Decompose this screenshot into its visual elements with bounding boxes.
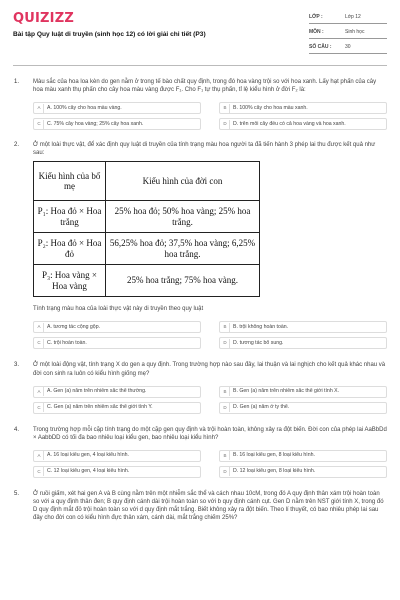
meta-value: Sinh học <box>345 29 365 36</box>
question-number: 4. <box>14 426 20 433</box>
table-cell: P₁: Hoa đỏ × Hoa trắng <box>34 201 106 233</box>
question-4 <box>13 426 387 478</box>
option-c[interactable] <box>33 337 201 349</box>
worksheet-title: Bài tập Quy luật di truyền (sinh học 12) có lời giải chi tiết (P3) <box>13 31 206 38</box>
option-text: A. tương tác cộng gộp. <box>47 323 101 330</box>
option-letter: C <box>35 120 44 129</box>
table-header-row <box>34 162 260 201</box>
table-row <box>34 233 260 265</box>
answer-options <box>33 450 387 478</box>
option-letter: A <box>35 104 44 113</box>
question-text: Màu sắc của hoa loa kèn do gen nằm ở trong tế bào chất quy định, trong đó hoa vàng trội so với hoa xanh. Lấy hạt phấn của cây hoa màu xanh thụ phấn cho cây hoa màu vàng được F₁. Cho F₁ tự thụ phấn, tỉ lệ kiểu hình ở đời F₂ là: <box>33 79 377 94</box>
answer-options <box>33 321 387 349</box>
question-number: 3. <box>14 362 20 369</box>
option-letter: B <box>221 387 230 396</box>
option-letter: D <box>221 120 230 129</box>
option-a[interactable] <box>33 386 201 398</box>
option-a[interactable] <box>33 450 201 462</box>
question-1 <box>13 78 387 130</box>
table-cell: P₂: Hoa đỏ × Hoa đỏ <box>34 233 106 265</box>
option-b[interactable] <box>219 450 387 462</box>
question-2 <box>13 141 387 349</box>
table-header: Kiểu hình của bố mẹ <box>34 162 106 201</box>
option-letter: B <box>221 451 230 460</box>
option-b[interactable] <box>219 102 387 114</box>
option-b[interactable] <box>219 321 387 333</box>
table-cell: 56,25% hoa đỏ; 37,5% hoa vàng; 6,25% hoa trắng. <box>106 233 260 265</box>
option-d[interactable] <box>219 118 387 130</box>
option-text: D. tương tác bổ sung. <box>233 339 284 346</box>
question-3 <box>13 361 387 413</box>
table-header: Kiểu hình của đời con <box>106 162 260 201</box>
option-text: C. 12 loại kiểu gen, 4 loại kiểu hình. <box>47 468 130 475</box>
option-text: D. 12 loại kiểu gen, 8 loại kiểu hình. <box>233 468 316 475</box>
option-letter: D <box>221 467 230 476</box>
option-text: B. 16 loại kiểu gen, 8 loại kiểu hình. <box>233 452 315 459</box>
option-a[interactable] <box>33 102 201 114</box>
question-text: Trong trường hợp mỗi cặp tính trạng do một cặp gen quy định và trội hoàn toàn, không xảy ra đột biến. Đời con của phép lai AaBbDd × AabbDD có tối đa bao nhiêu loại kiểu gen, bao nhiêu loại kiểu hình? <box>33 426 387 441</box>
question-number: 5. <box>14 490 20 497</box>
question-number: 2. <box>14 142 20 149</box>
meta-value: 30 <box>345 44 351 51</box>
option-c[interactable] <box>33 402 201 414</box>
meta-row-subject <box>309 27 387 39</box>
option-letter: A <box>35 451 44 460</box>
option-b[interactable] <box>219 386 387 398</box>
option-d[interactable] <box>219 466 387 478</box>
option-text: B. Gen (a) nằm trên nhiễm sắc thể giới tính X. <box>233 388 340 395</box>
option-text: C. trội hoàn toàn. <box>47 339 87 346</box>
question-5 <box>13 490 387 522</box>
option-text: A. 100% cây cho hoa màu vàng. <box>47 104 122 111</box>
table-cell: 25% hoa trắng; 75% hoa vàng. <box>106 265 260 297</box>
option-letter: D <box>221 403 230 412</box>
option-text: B. trội không hoàn toàn. <box>233 323 289 330</box>
answer-options <box>33 386 387 414</box>
meta-label: LỚP : <box>309 14 323 21</box>
table-cell: 25% hoa đỏ; 50% hoa vàng; 25% hoa trắng. <box>106 201 260 233</box>
meta-label: SỐ CÂU : <box>309 44 332 51</box>
option-letter: C <box>35 403 44 412</box>
meta-row-question-count <box>309 42 387 54</box>
option-text: C. Gen (a) nằm trên nhiễm sắc thể giới tính Y. <box>47 404 153 411</box>
option-letter: D <box>221 339 230 348</box>
question-number: 1. <box>14 79 20 85</box>
option-letter: A <box>35 387 44 396</box>
meta-row-class <box>309 12 387 24</box>
option-a[interactable] <box>33 321 201 333</box>
option-c[interactable] <box>33 118 201 130</box>
option-text: A. Gen (a) nằm trên nhiễm sắc thể thường. <box>47 388 147 395</box>
question-followup-text: Tính trạng màu hoa của loài thực vật này di truyền theo quy luật <box>33 306 204 313</box>
table-row <box>34 265 260 297</box>
genetics-table <box>33 161 260 297</box>
option-text: C. 75% cây hoa vàng; 25% cây hoa xanh. <box>47 120 144 127</box>
option-text: A. 16 loại kiểu gen, 4 loại kiểu hình. <box>47 452 129 459</box>
table-cell: P₃: Hoa vàng × Hoa vàng <box>34 265 106 297</box>
option-d[interactable] <box>219 337 387 349</box>
quizizz-logo: QUIZIZZ <box>13 11 74 26</box>
option-text: D. Gen (a) nằm ở ty thể. <box>233 404 290 411</box>
question-text: Ở một loài động vật, tính trạng X do gen a quy định. Trong trường hợp nào sau đây, lai thuận và lai nghịch cho kết quả khác nhau và đời con sinh ra luôn có kiểu hình giống mẹ? <box>33 362 386 377</box>
option-letter: B <box>221 323 230 332</box>
option-c[interactable] <box>33 466 201 478</box>
question-text: Ở một loài thực vật, để xác định quy luật di truyền của tính trạng màu hoa người ta đã tiến hành 3 phép lai thu được kết quả như sau: <box>33 142 376 157</box>
option-letter: C <box>35 467 44 476</box>
option-text: B. 100% cây cho hoa màu xanh. <box>233 104 308 111</box>
answer-options <box>33 102 387 130</box>
worksheet-header <box>13 0 387 66</box>
option-letter: B <box>221 104 230 113</box>
meta-label: MÔN : <box>309 29 324 36</box>
meta-value: Lớp 12 <box>345 14 361 21</box>
option-d[interactable] <box>219 402 387 414</box>
option-letter: A <box>35 323 44 332</box>
option-letter: C <box>35 339 44 348</box>
option-text: D. trên mỗi cây đều có cả hoa vàng và hoa xanh. <box>233 120 346 127</box>
question-text: Ở ruồi giấm, xét hai gen A và B cùng nằm trên một nhiễm sắc thể và cách nhau 10cM, trong đó A quy định thân xám trội hoàn toàn so với a quy định thân đen; B quy định cánh dài trội hoàn toàn so với b quy định cánh cụt. Gen D nằm trên NST giới tính X, trong đó D quy định mắt đỏ trội hoàn toàn so với d quy định mắt trắng. Biết không xảy ra đột biến. Theo lí thuyết, có bao nhiêu phép lai sau đây cho đời con có kiểu hình đực thân xám, cánh dài, mắt trắng chiếm 25%? <box>33 490 384 522</box>
table-row <box>34 201 260 233</box>
worksheet-meta <box>309 12 387 57</box>
